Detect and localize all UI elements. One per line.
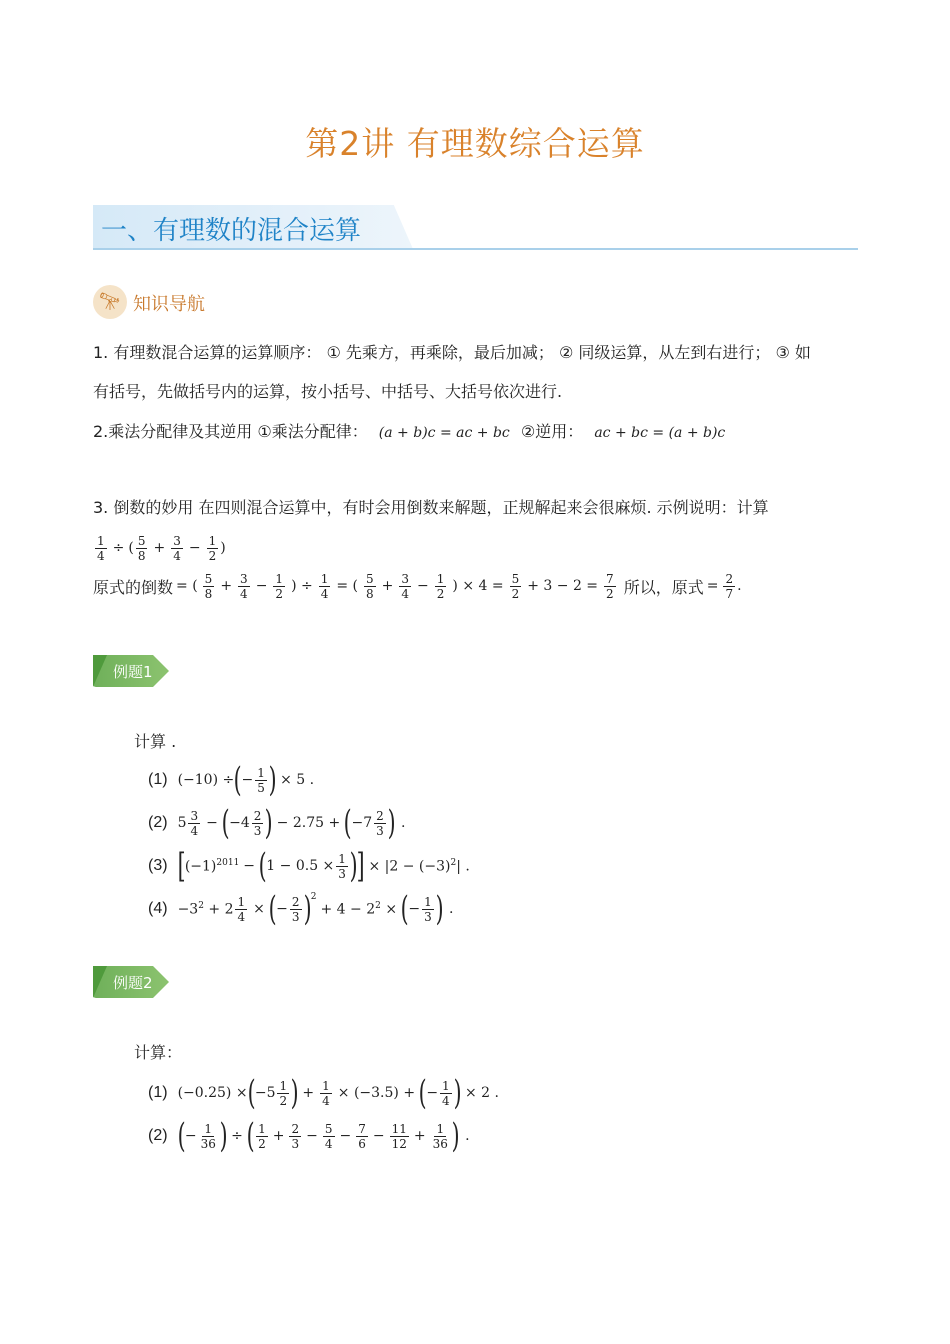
fraction: $\frac{3}{4}$ [401, 571, 410, 601]
fraction: $\frac{2}{7}$ [725, 571, 734, 601]
telescope-icon: 🔭︎ [93, 285, 127, 319]
example1-badge [93, 655, 169, 687]
fraction: $\frac{1}{2}$ [208, 533, 217, 563]
fraction: $\frac{5}{2}$ [511, 571, 520, 601]
example2-badge-label: 例题2 [113, 974, 153, 992]
fraction: $\frac{1}{2}$ [275, 571, 284, 601]
item-number: (1) [148, 771, 168, 788]
fraction: $\frac{7}{2}$ [606, 571, 614, 601]
fraction: $\frac{1}{2}$ [258, 1121, 266, 1151]
fraction: $\frac{3}{4}$ [190, 808, 199, 838]
rule-paragraph-line2: 有括号，先做括号内的运算，按小括号、中括号、大括号依次进行. [93, 382, 563, 401]
fraction: $\frac{1}{3}$ [424, 894, 432, 924]
example2-intro: 计算： [134, 1043, 183, 1062]
item-number: (4) [148, 900, 168, 917]
section-divider [93, 248, 858, 250]
item-number: (2) [148, 1127, 168, 1144]
fraction: $\frac{1}{4}$ [320, 571, 329, 601]
distributive-prefix: 2.乘法分配律及其逆用 ①乘法分配律： [93, 422, 368, 441]
example1-item3: (3) [ $(-1)^{2011}$ − ( 1 − 0.5 × $\frac{1}{3}$ ) ] × $|2 - (-3)^2|$ . [148, 846, 470, 886]
fraction: $\frac{2}{3}$ [253, 808, 262, 838]
fraction: $\frac{3}{4}$ [240, 571, 248, 601]
fraction: $\frac{1}{5}$ [257, 765, 265, 795]
section-title: 一、有理数的混合运算 [101, 216, 362, 246]
fraction: $\frac{2}{3}$ [291, 894, 300, 924]
fraction: $\frac{5}{4}$ [324, 1121, 333, 1151]
distributive-law-paragraph [93, 422, 725, 443]
therefore-label: 所以，原式 [623, 579, 704, 597]
item-number: (2) [148, 814, 168, 831]
reciprocal-example-expression: $\frac{1}{4}$ ÷ ( $\frac{5}{8}$ + $\frac{3}{4}$ − $\frac{1}{2}$ ) [97, 533, 226, 563]
section-banner [93, 205, 858, 251]
distributive-reverse-label: ②逆用： [520, 422, 584, 441]
fraction: $\frac{5}{8}$ [137, 533, 146, 563]
item-number: (1) [148, 1084, 168, 1101]
fraction: $\frac{2}{3}$ [376, 808, 384, 838]
example1-intro: 计算 . [134, 732, 177, 751]
page-title: 第2讲 有理数综合运算 [305, 124, 645, 163]
fraction: $\frac{1}{4}$ [442, 1078, 450, 1108]
distributive-formula: (a + b)c = ac + bc [378, 425, 510, 441]
fraction: $\frac{7}{6}$ [358, 1121, 366, 1151]
fraction: $\frac{5}{8}$ [366, 571, 374, 601]
fraction: $\frac{11}{12}$ [391, 1121, 407, 1151]
fraction: $\frac{1}{4}$ [237, 894, 246, 924]
fraction: $\frac{1}{36}$ [432, 1121, 448, 1151]
example2-item2: (2) ( − $\frac{1}{36}$ ) ÷ ( $\frac{1}{2}$ + $\frac{2}{3}$ − $\frac{5}{4}$ − $\frac{7}{6}$ − $\frac{11}{12}$ + $\frac{1}{36}$ ) . [148, 1116, 470, 1156]
example2-badge [93, 966, 169, 998]
example2-item1: (1) (−0.25) × ( −5 $\frac{1}{2}$ ) + $\frac{1}{4}$ × (−3.5) + ( − $\frac{1}{4}$ ) × 2 . [148, 1073, 499, 1113]
distributive-reverse-formula: ac + bc = (a + b)c [594, 425, 726, 441]
reciprocal-paragraph-line1: 3. 倒数的妙用 在四则混合运算中，有时会用倒数来解题，正规解起来会很麻烦. 示例说明：计算 [93, 498, 769, 517]
fraction: $\frac{5}{8}$ [204, 571, 213, 601]
period: . [737, 578, 742, 594]
example1-badge-label: 例题1 [113, 663, 153, 681]
example1-item1: (1) (−10) ÷ ( − $\frac{1}{5}$ ) × 5 . [148, 760, 315, 800]
fraction: $\frac{1}{36}$ [200, 1121, 216, 1151]
fraction: $\frac{1}{4}$ [322, 1078, 330, 1108]
fraction: $\frac{1}{2}$ [436, 571, 445, 601]
reciprocal-prefix: 原式的倒数 [93, 579, 174, 597]
fraction: $\frac{1}{2}$ [279, 1078, 288, 1108]
fraction: $\frac{1}{4}$ [97, 533, 105, 563]
fraction: $\frac{3}{4}$ [173, 533, 181, 563]
example1-item4: (4) $-3^2 + 2$ $\frac{1}{4}$ × ( − $\frac{2}{3}$ ) 2 + $4 - 2^2$ × ( − $\frac{1}{3}$ ) . [148, 889, 454, 929]
item-number: (3) [148, 857, 168, 874]
example1-item2: (2) 5 $\frac{3}{4}$ − ( −4 $\frac{2}{3}$ ) − 2.75 + ( −7 $\frac{2}{3}$ ) . [148, 803, 406, 843]
fraction: $\frac{1}{3}$ [338, 851, 346, 881]
rule-paragraph-line1: 1. 有理数混合运算的运算顺序： ① 先乘方，再乘除，最后加减； ② 同级运算，从左到右进行； ③ 如 [93, 343, 811, 362]
fraction: $\frac{2}{3}$ [291, 1121, 300, 1151]
reciprocal-solution-line: 原式的倒数 = ( $\frac{5}{8}$ + $\frac{3}{4}$ − $\frac{1}{2}$ ) ÷ $\frac{1}{4}$ = ( $\frac{5}{8}$ + $\frac{3}{4}$ − $\frac{1}{2}$ ) × 4 = $\frac{5}{2}$ + 3 − 2 = $\frac{7}{2}$ 所以，原式 = $\frac{2}{7}$ . [93, 571, 742, 601]
knowledge-label: 知识导航 [133, 294, 205, 315]
